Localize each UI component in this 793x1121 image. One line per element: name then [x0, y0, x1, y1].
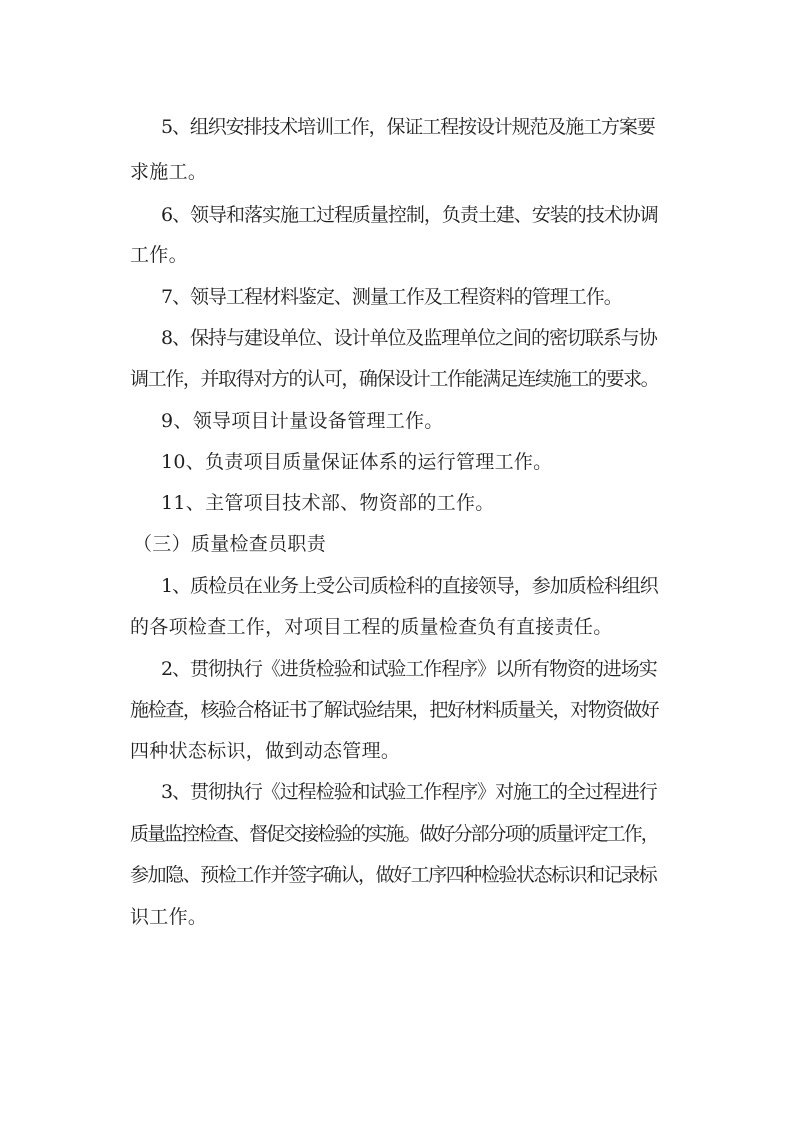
text-line: 2、贯彻执行《进货检验和试验工作程序》以所有物资的进场实 — [161, 658, 657, 680]
text-line: 调工作，并取得对方的认可，确保设计工作能满足连续施工的要求。 — [130, 368, 659, 390]
text-line: 1、质检员在业务上受公司质检科的直接领导，参加质检科组织 — [161, 575, 658, 597]
text-line: 3、贯彻执行《过程检验和试验工作程序》对施工的全过程进行 — [161, 781, 657, 803]
text-line: 9、领导项目计量设备管理工作。 — [161, 410, 444, 432]
text-line: 8、保持与建设单位、设计单位及监理单位之间的密切联系与协 — [161, 327, 657, 349]
section-heading: （三）质量检查员职责 — [133, 533, 327, 555]
text-line: 工作。 — [130, 244, 188, 266]
text-line: 参加隐、预检工作并签字确认，做好工序四种检验状态标识和记录标 — [130, 864, 657, 886]
text-line: 质量监控检查、督促交接检验的实施。做好分部分项的质量评定工作， — [130, 823, 658, 845]
text-line: 求施工。 — [130, 161, 208, 183]
text-line: 5、组织安排技术培训工作，保证工程按设计规范及施工方案要 — [161, 116, 655, 138]
text-line: 施检查，核验合格证书了解试验结果，把好材料质量关，对物资做好 — [130, 699, 659, 721]
text-line: 10、负责项目质量保证体系的运行管理工作。 — [161, 451, 553, 473]
text-line: 四种状态标识，做到动态管理。 — [130, 740, 401, 762]
text-line: 识工作。 — [130, 906, 208, 928]
text-line: 的各项检查工作，对项目工程的质量检查负有直接责任。 — [130, 616, 613, 638]
text-line: 6、领导和落实施工过程质量控制，负责土建、安装的技术协调 — [161, 204, 658, 226]
text-line: 7、领导工程材料鉴定、测量工作及工程资料的管理工作。 — [161, 286, 622, 308]
text-line: 11、主管项目技术部、物资部的工作。 — [161, 492, 495, 514]
